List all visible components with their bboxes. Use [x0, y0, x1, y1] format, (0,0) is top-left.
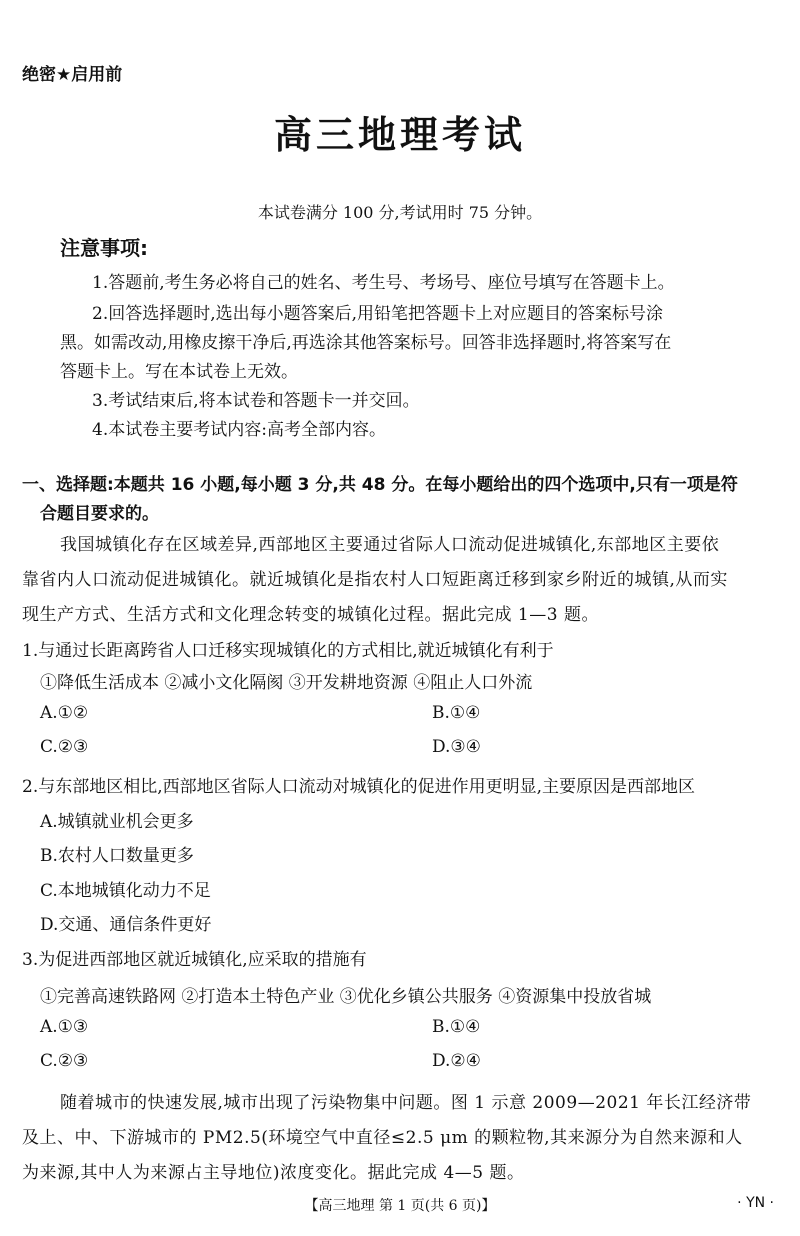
passage-line: 随着城市的快速发展,城市出现了污染物集中问题。图 1 示意 2009—2021 年长江经济带 [60, 1093, 752, 1113]
exam-title: 高三地理考试 [273, 113, 526, 157]
option-a[interactable]: A.①③ [40, 1017, 89, 1037]
option-c[interactable]: C.②③ [40, 737, 89, 757]
option-d[interactable]: D.②④ [432, 1051, 481, 1071]
question-2-stem: 2.与东部地区相比,西部地区省际人口流动对城镇化的促进作用更明显,主要原因是西部地区 [22, 777, 696, 797]
notice-line: 2.回答选择题时,选出每小题答案后,用铅笔把答题卡上对应题目的答案标号涂 [92, 304, 664, 324]
option-c[interactable]: C.②③ [40, 1051, 89, 1071]
notice-line: 3.考试结束后,将本试卷和答题卡一并交回。 [92, 391, 420, 411]
option-d[interactable]: D.交通、通信条件更好 [40, 915, 212, 935]
section-heading: 一、选择题:本题共 16 小题,每小题 3 分,共 48 分。在每小题给出的四个选项中,只有一项是符 [22, 475, 738, 495]
passage-line: 及上、中、下游城市的 PM2.5(环境空气中直径≤2.5 μm 的颗粒物,其来源分为自然来源和人 [22, 1128, 743, 1148]
section-heading-cont: 合题目要求的。 [40, 504, 159, 524]
option-d[interactable]: D.③④ [432, 737, 481, 757]
passage-line: 我国城镇化存在区域差异,西部地区主要通过省际人口流动促进城镇化,东部地区主要依 [60, 535, 720, 555]
exam-subtitle: 本试卷满分 100 分,考试用时 75 分钟。 [257, 203, 543, 222]
question-3-items: ①完善高速铁路网 ②打造本土特色产业 ③优化乡镇公共服务 ④资源集中投放省城 [40, 987, 652, 1007]
question-1-stem: 1.与通过长距离跨省人口迁移实现城镇化的方式相比,就近城镇化有利于 [22, 641, 554, 661]
notice-line: 答题卡上。写在本试卷上无效。 [60, 362, 298, 382]
notice-line: 1.答题前,考生务必将自己的姓名、考生号、考场号、座位号填写在答题卡上。 [92, 273, 675, 293]
page-footer: 【高三地理 第 1 页(共 6 页)】 [304, 1198, 496, 1214]
option-a[interactable]: A.①② [40, 703, 89, 723]
passage-line: 现生产方式、生活方式和文化理念转变的城镇化过程。据此完成 1—3 题。 [22, 605, 599, 625]
region-mark: · YN · [737, 1195, 774, 1211]
option-b[interactable]: B.农村人口数量更多 [40, 846, 194, 866]
question-3-stem: 3.为促进西部地区就近城镇化,应采取的措施有 [22, 950, 367, 970]
notice-line: 黑。如需改动,用橡皮擦干净后,再选涂其他答案标号。回答非选择题时,将答案写在 [60, 333, 672, 353]
option-b[interactable]: B.①④ [432, 703, 481, 723]
option-c[interactable]: C.本地城镇化动力不足 [40, 881, 211, 901]
passage-line: 为来源,其中人为来源占主导地位)浓度变化。据此完成 4—5 题。 [22, 1163, 525, 1183]
confidential-label: 绝密★启用前 [22, 65, 123, 85]
option-b[interactable]: B.①④ [432, 1017, 481, 1037]
option-a[interactable]: A.城镇就业机会更多 [40, 812, 194, 832]
passage-line: 靠省内人口流动促进城镇化。就近城镇化是指农村人口短距离迁移到家乡附近的城镇,从而实 [22, 570, 728, 590]
notice-line: 4.本试卷主要考试内容:高考全部内容。 [92, 420, 386, 440]
notice-heading: 注意事项: [60, 236, 148, 260]
question-1-items: ①降低生活成本 ②减小文化隔阂 ③开发耕地资源 ④阻止人口外流 [40, 673, 533, 693]
